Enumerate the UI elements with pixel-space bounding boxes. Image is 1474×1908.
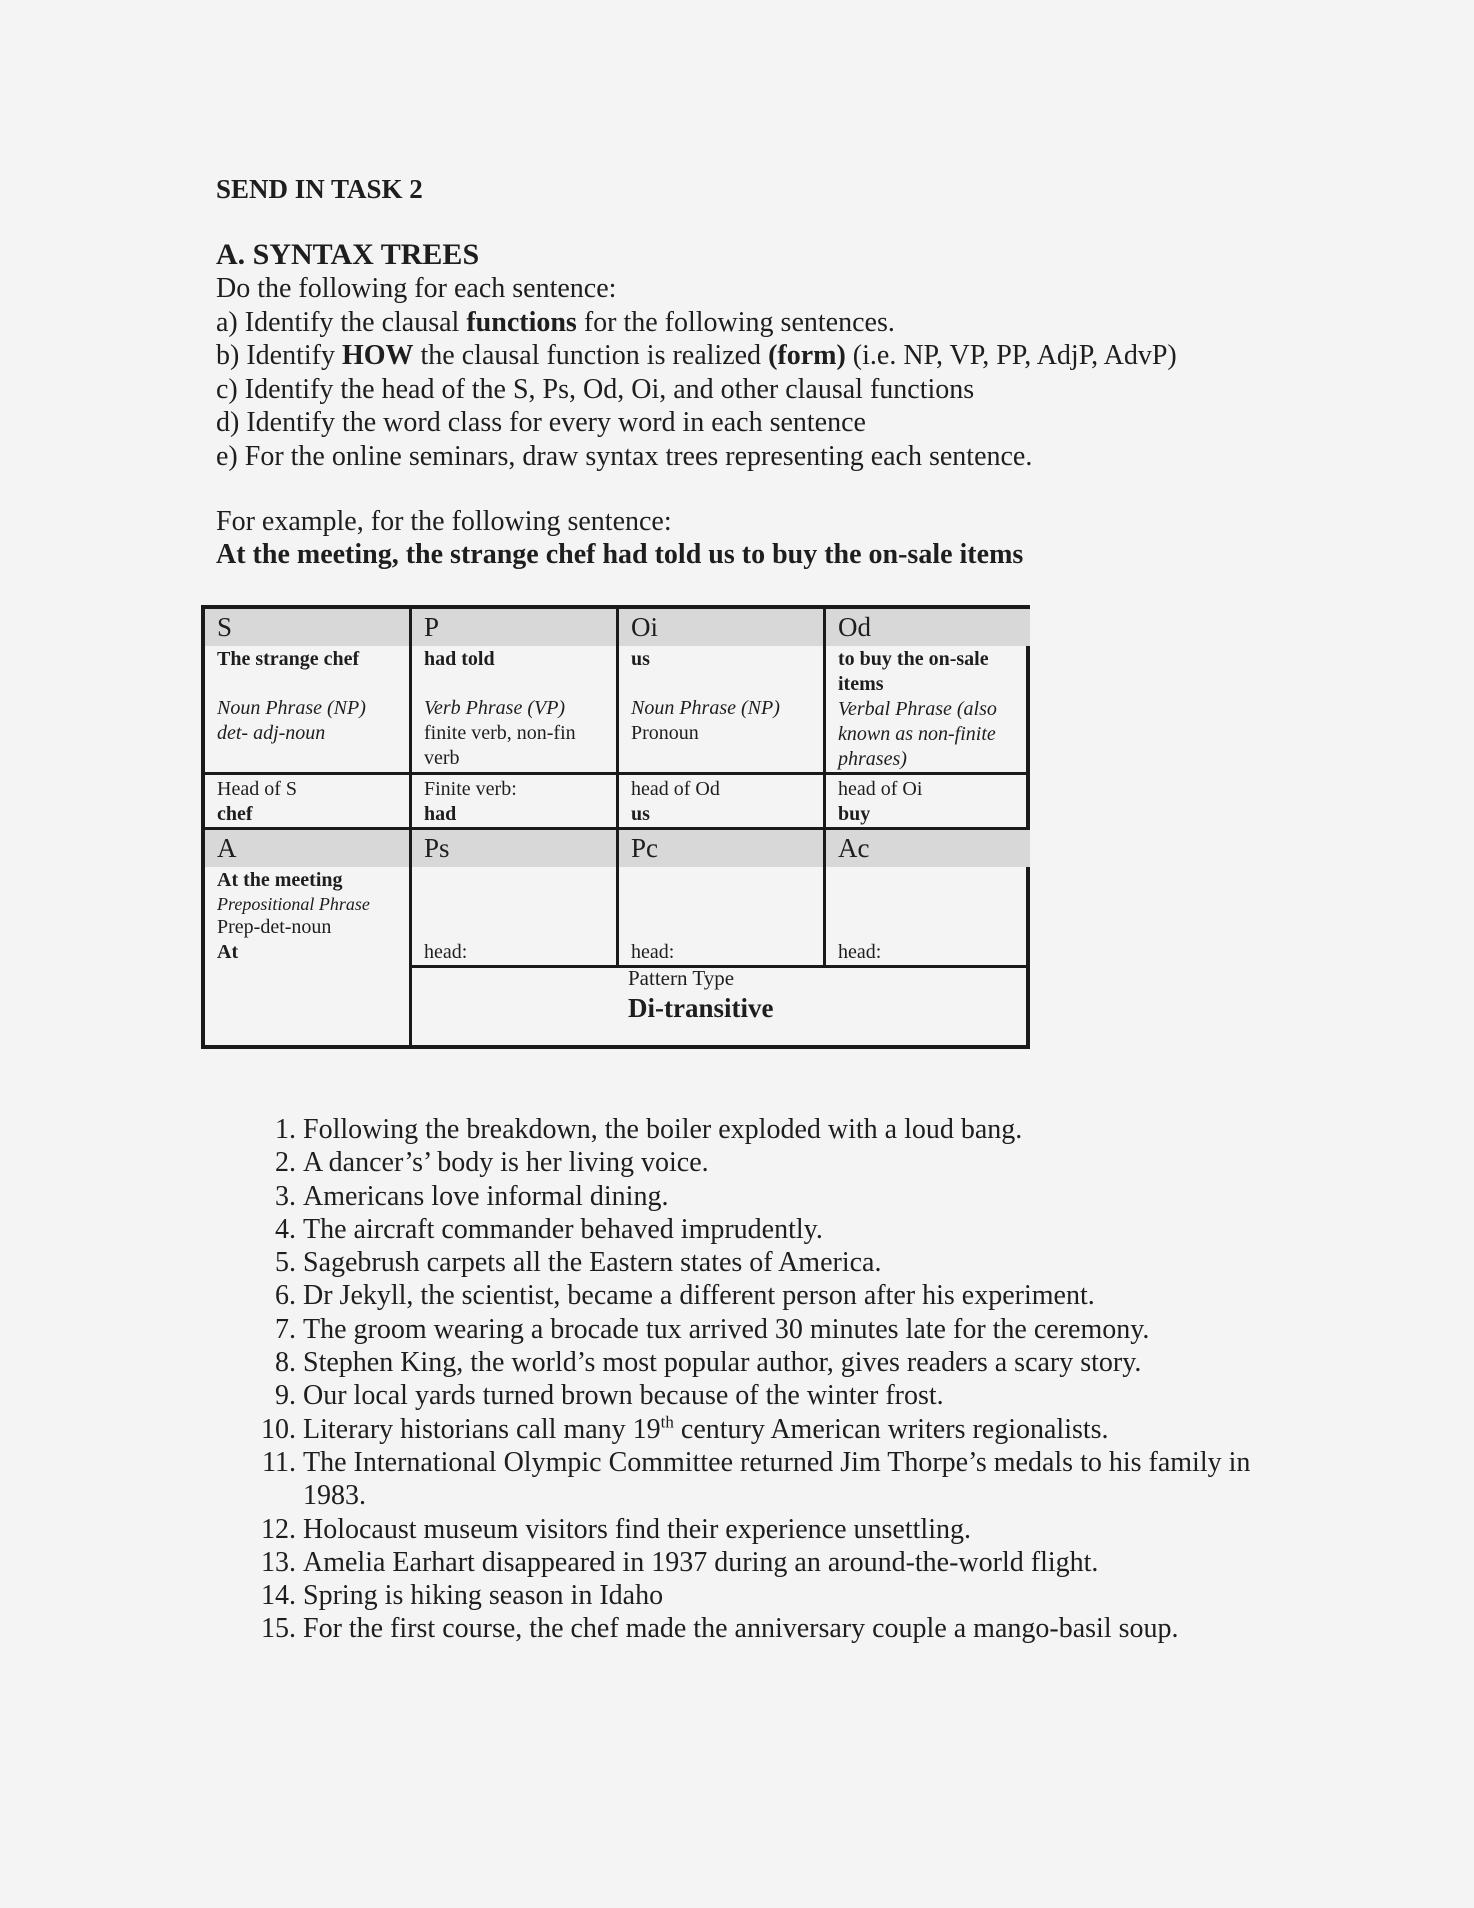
- cell-s-detail: det- adj-noun: [217, 722, 326, 744]
- list-number: 14.: [261, 1580, 296, 1612]
- cell-oi-body: [619, 646, 823, 746]
- cell-head-p-body: [412, 775, 616, 827]
- list-text: Amelia Earhart disappeared in 1937 during an around-the-world flight.: [303, 1546, 1099, 1578]
- head-s-value: chef: [217, 803, 253, 825]
- cell-head-od-body: [826, 775, 1030, 827]
- head-oi-value: us: [631, 803, 650, 825]
- list-text: Spring is hiking season in Idaho: [303, 1580, 664, 1612]
- instruction-b-bold: HOW: [341, 340, 414, 371]
- cell-od-header: Od: [826, 609, 1030, 646]
- list-number: 5.: [275, 1247, 296, 1279]
- cell-a-form: Prepositional Phrase: [217, 894, 370, 914]
- instruction-c: c) Identify the head of the S, Ps, Od, Oi, and other clausal functions: [216, 373, 975, 405]
- list-item: [258, 1180, 1278, 1213]
- head-od-value: buy: [838, 803, 871, 825]
- cell-head-s: [205, 775, 412, 830]
- list-item: [258, 1546, 1278, 1579]
- list-item: [258, 1346, 1278, 1379]
- head-s-label: Head of S: [217, 778, 297, 800]
- list-text: The aircraft commander behaved imprudently.: [303, 1213, 823, 1245]
- cell-head-p: [412, 775, 619, 830]
- cell-p-detail: finite verb, non-fin verb: [424, 722, 576, 769]
- cell-ac-foot: head:: [838, 941, 882, 963]
- list-item: [258, 1313, 1278, 1346]
- cell-head-od: [826, 775, 1030, 830]
- list-number: 9.: [275, 1380, 296, 1412]
- list-item: [258, 1146, 1278, 1179]
- list-text: A dancer’s’ body is her living voice.: [303, 1147, 709, 1179]
- cell-od: [826, 609, 1030, 775]
- instruction-b-bold-form: (form): [768, 340, 846, 371]
- list-text: Dr Jekyll, the scientist, became a different person after his experiment.: [303, 1280, 1095, 1312]
- instruction-b-text-end: (i.e. NP, VP, PP, AdjP, AdvP): [845, 340, 1177, 371]
- example-sentence: At the meeting, the strange chef had told us to buy the on-sale items: [216, 539, 1024, 570]
- cell-od-phrase: to buy the on-sale items: [838, 648, 989, 695]
- task-title: SEND IN TASK 2: [216, 174, 423, 204]
- instruction-a-text-end: for the following sentences.: [576, 306, 895, 338]
- cell-a-detail: Prep-det-noun: [217, 916, 332, 938]
- list-number: 3.: [275, 1180, 296, 1212]
- list-number: 11.: [262, 1446, 296, 1478]
- list-item: [258, 1113, 1278, 1146]
- cell-s-form: Noun Phrase (NP): [217, 697, 366, 719]
- list-text: Following the breakdown, the boiler exploded with a loud bang.: [303, 1114, 1023, 1145]
- instruction-e: e) For the online seminars, draw syntax trees representing each sentence.: [216, 440, 1033, 472]
- cell-s-body: [205, 646, 409, 746]
- cell-s-header: S: [205, 609, 409, 646]
- example: [216, 505, 1023, 571]
- instruction-b: [216, 339, 1177, 373]
- list-number: 10.: [261, 1413, 296, 1445]
- list-text: Stephen King, the world’s most popular author, gives readers a scary story.: [303, 1347, 1142, 1379]
- list-text: Holocaust museum visitors find their experience unsettling.: [303, 1513, 971, 1545]
- list-number: 7.: [275, 1313, 296, 1345]
- cell-od-form: Verbal Phrase (also known as non-finite phrases): [838, 698, 997, 770]
- cell-oi: [619, 609, 826, 775]
- cell-ps-foot: head:: [424, 941, 468, 963]
- head-p-value: had: [424, 803, 457, 825]
- cell-ps: [412, 830, 619, 968]
- cell-a-body: [205, 867, 409, 965]
- list-text: Our local yards turned brown because of the winter frost.: [303, 1380, 944, 1412]
- instruction-a-text: a) Identify the clausal: [216, 306, 467, 338]
- pattern-type-label: Pattern Type: [628, 966, 735, 990]
- instruction-d: d) Identify the word class for every word in each sentence: [216, 407, 866, 438]
- list-number: 4.: [275, 1213, 296, 1245]
- example-intro: For example, for the following sentence:: [216, 506, 672, 537]
- cell-pc-foot: head:: [631, 941, 675, 963]
- cell-p-header: P: [412, 609, 616, 646]
- list-number: 12.: [261, 1513, 296, 1545]
- pattern-type-value: Di-transitive: [628, 993, 774, 1023]
- instruction-b-text: b) Identify: [216, 340, 342, 371]
- list-text: The International Olympic Committee returned Jim Thorpe’s medals to his family in 1983.: [303, 1446, 1251, 1512]
- head-oi-label: head of Od: [631, 778, 720, 800]
- list-item: [258, 1513, 1278, 1546]
- sentence-list: [258, 1113, 1278, 1646]
- list-number: 6.: [275, 1280, 296, 1312]
- cell-pc: [619, 830, 826, 968]
- list-number: 15.: [261, 1613, 296, 1645]
- head-od-label: head of Oi: [838, 778, 923, 800]
- cell-ac: [826, 830, 1030, 968]
- cell-a-phrase: At the meeting: [217, 869, 343, 891]
- cell-oi-detail: Pronoun: [631, 722, 699, 744]
- pattern-type: [628, 965, 773, 1025]
- cell-ac-header: Ac: [826, 830, 1030, 867]
- function-table: [201, 605, 1030, 1049]
- cell-p-phrase: had told: [424, 648, 495, 670]
- list-item: [258, 1446, 1278, 1513]
- list-item: [258, 1213, 1278, 1246]
- list-text-superscript: th: [660, 1412, 674, 1432]
- list-number: 13.: [261, 1546, 296, 1578]
- cell-oi-phrase: us: [631, 648, 650, 670]
- list-text: Sagebrush carpets all the Eastern states of America.: [303, 1247, 882, 1279]
- cell-a: [205, 830, 412, 1045]
- list-text: For the first course, the chef made the anniversary couple a mango-basil soup.: [303, 1613, 1179, 1645]
- cell-oi-header: Oi: [619, 609, 823, 646]
- cell-od-body: [826, 646, 1030, 772]
- instruction-a: [216, 306, 1177, 340]
- cell-oi-form: Noun Phrase (NP): [631, 697, 780, 719]
- cell-s: [205, 609, 412, 775]
- cell-head-oi-body: [619, 775, 823, 827]
- section-heading: A. SYNTAX TREES: [216, 238, 480, 271]
- cell-a-header: A: [205, 830, 409, 867]
- list-item: [258, 1579, 1278, 1612]
- cell-p-form: Verb Phrase (VP): [424, 697, 566, 719]
- cell-head-s-body: [205, 775, 409, 827]
- instruction-a-bold: functions: [466, 306, 577, 338]
- list-item: [258, 1413, 1278, 1446]
- instructions-intro: Do the following for each sentence:: [216, 273, 617, 304]
- cell-p: [412, 609, 619, 775]
- list-item: [258, 1612, 1278, 1645]
- list-item: [258, 1379, 1278, 1412]
- cell-pc-header: Pc: [619, 830, 823, 867]
- list-text: Americans love informal dining.: [303, 1180, 669, 1212]
- list-item: [258, 1279, 1278, 1312]
- list-number: 1.: [275, 1114, 296, 1145]
- instructions: [216, 272, 1177, 473]
- cell-head-oi: [619, 775, 826, 830]
- cell-p-body: [412, 646, 616, 771]
- cell-ps-header: Ps: [412, 830, 616, 867]
- head-p-label: Finite verb:: [424, 778, 517, 800]
- list-number: 8.: [275, 1347, 296, 1379]
- list-text: Literary historians call many 19: [303, 1413, 661, 1445]
- list-text: The groom wearing a brocade tux arrived 30 minutes late for the ceremony.: [303, 1313, 1150, 1345]
- instruction-b-text-mid: the clausal function is realized: [413, 340, 769, 371]
- list-item: [258, 1246, 1278, 1279]
- cell-s-phrase: The strange chef: [217, 648, 360, 670]
- cell-a-head: At: [217, 941, 239, 963]
- list-text-end: century American writers regionalists.: [673, 1413, 1109, 1445]
- list-number: 2.: [275, 1147, 296, 1179]
